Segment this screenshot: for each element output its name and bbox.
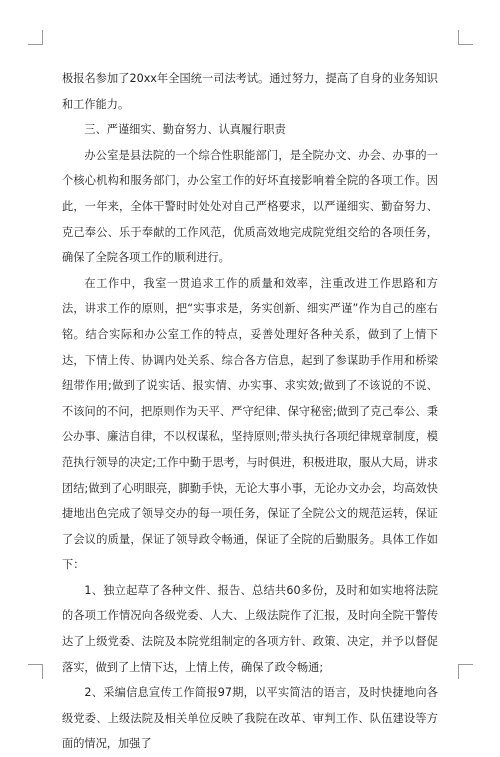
crop-mark-top-left xyxy=(28,30,43,45)
paragraph-work-principles: 在工作中，我室一贯追求工作的质量和效率，注重改进工作思路和方法，讲求工作的原则，把“实事求是，务实创新、细实严谨”作为自己的座右铭。结合实际和办公室工作的特点，妥善处理好各种关系，做到了上情下达，下情上传、协调内处关系、综合各方信息，起到了参谋助手作用和桥梁纽带作用;做到了说实话、报实情、办实事、求实效;做到了不该说的不说、不该问的不问，把原则作为天平、严守纪律、保守秘密;做到了克己奉公、秉公办事、廉洁自律，不以权谋私，坚持原则;带头执行各项纪律规章制度，模范执行领导的决定;工作中勤于思考，与时俱进，积极进取，服从大局，讲求团结;做到了心明眼亮，脚勤手快，无论大事小事，无论办文办会，均高效快捷地出色完成了领导交办的每一项任务，保证了全院公文的规范运转，保证了会议的质量，保证了领导政令畅通，保证了全院的后勤服务。具体工作如下： xyxy=(62,276,438,572)
crop-mark-bottom-right xyxy=(458,664,473,679)
paragraph-continuation: 极报名参加了20xx年全国统一司法考试。通过努力，提高了自身的业务知识和工作能力。 xyxy=(62,72,438,111)
document-body xyxy=(62,66,438,757)
paragraph-office-role: 办公室是县法院的一个综合性职能部门，是全院办文、办会、办事的一个核心机构和服务部门，办公室工作的好坏直接影响着全院的各项工作。因此，一年来，全体干警时时处处对自己严格要求，以严谨细实、勤奋努力、克己奉公、乐于奉献的工作风范，优质高效地完成院党组交给的各项任务，确保了全院各项工作的顺利进行。 xyxy=(62,148,438,265)
section-heading: 三、严谨细实、勤奋努力、认真履行职责 xyxy=(84,123,286,137)
crop-mark-top-right xyxy=(458,30,473,45)
paragraph-item-2: 2、采编信息宣传工作简报97期，以平实简洁的语言，及时快捷地向各级党委、上级法院及相关单位反映了我院在改革、审判工作、队伍建设等方面的情况，加强了 xyxy=(62,686,438,751)
crop-mark-bottom-left xyxy=(28,664,43,679)
paragraph-item-1: 1、独立起草了各种文件、报告、总结共60多份，及时和如实地将法院的各项工作情况向各级党委、人大、上级法院作了汇报，及时向全院干警传达了上级党委、法院及本院党组制定的各项方针、政策、决定，并予以督促落实，做到了上情下达，上情上传，确保了政令畅通; xyxy=(62,583,438,674)
